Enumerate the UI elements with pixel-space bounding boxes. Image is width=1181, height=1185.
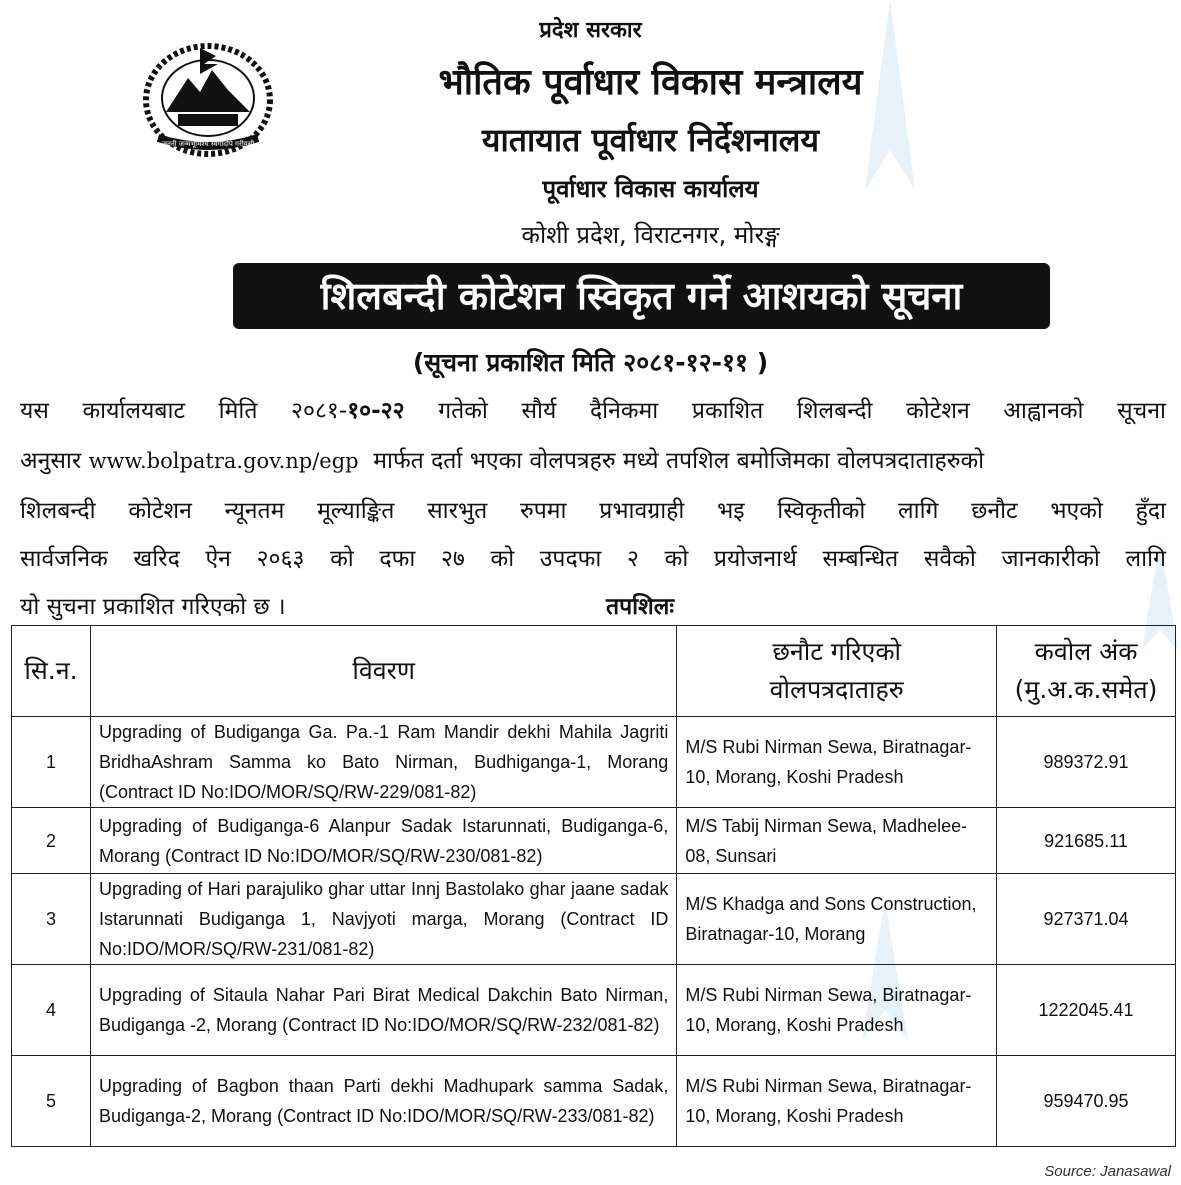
header-description: विवरण [90, 626, 676, 717]
cell-description: Upgrading of Budiganga-6 Alanpur Sadak Istarunnati, Budiganga-6, Morang (Contract ID No:IDO/MOR/SQ/RW-230/081-82) [90, 808, 676, 874]
notice-body-line-5: यो सुचना प्रकाशित गरिएको छ । तपशिलः [20, 589, 1166, 621]
notice-body-line-3: शिलबन्दी कोटेशन न्यूनतम मूल्याङ्कित सारभुत रुपमा प्रभावग्राही भइ स्विकृतीको लागि छनौट भएको हुँदा [20, 498, 1166, 524]
bolpatra-link[interactable]: www.bolpatra.gov.np/egp [88, 449, 359, 473]
cell-description: Upgrading of Bagbon thaan Parti dekhi Madhupark samma Sadak, Budiganga-2, Morang (Contract ID No:IDO/MOR/SQ/RW-233/081-82) [90, 1056, 676, 1147]
cell-amount: 989372.91 [997, 717, 1176, 808]
svg-text:जननी जन्मभूमिश्च स्वर्गादपि गर: जननी जन्मभूमिश्च स्वर्गादपि गरीयसी [161, 140, 255, 148]
cell-description: Upgrading of Sitaula Nahar Pari Birat Medical Dakchin Bato Nirman, Budiganga -2, Morang (Contract ID No:IDO/MOR/SQ/RW-232/081-82) [90, 965, 676, 1056]
table-row [12, 717, 1176, 808]
cell-description: Upgrading of Budiganga Ga. Pa.-1 Ram Mandir dekhi Mahila Jagriti BridhaAshram Samma ko Bato Nirman, Budhiganga-1, Morang (Contract ID No:IDO/MOR/SQ/RW-229/081-82) [90, 717, 676, 808]
cell-sn: 1 [12, 717, 91, 808]
cell-description: Upgrading of Hari parajuliko ghar uttar Innj Bastolako ghar jaane sadak Istarunnati Budiganga 1, Navjyoti marga, Morang (Contract ID No:IDO/MOR/SQ/RW-231/081-82) [90, 874, 676, 965]
table-header-row [12, 626, 1176, 717]
table-row [12, 1056, 1176, 1147]
notice-title: शिलबन्दी कोटेशन स्विकृत गर्ने आशयको सूचना [320, 274, 963, 318]
header-ministry: भौतिक पूर्वाधार विकास मन्त्रालय [438, 62, 863, 103]
cell-sn: 5 [12, 1056, 91, 1147]
cell-amount: 959470.95 [997, 1056, 1176, 1147]
notice-date-bold: १०-२२ [347, 398, 405, 424]
header-sn: सि.न. [12, 626, 91, 717]
header-bidder: छनौट गरिएको वोलपत्रदाताहरु [677, 626, 997, 717]
table-row [12, 965, 1176, 1056]
header-address: कोशी प्रदेश, विराटनगर, मोरङ्ग [521, 221, 780, 249]
cell-amount: 921685.11 [997, 808, 1176, 874]
cell-amount: 1222045.41 [997, 965, 1176, 1056]
cell-bidder: M/S Rubi Nirman Sewa, Biratnagar-10, Morang, Koshi Pradesh [677, 965, 997, 1056]
source-credit: Source: Janasawal [1044, 1163, 1171, 1180]
notice-body-line-4: सार्वजनिक खरिद ऐन २०६३ को दफा २७ को उपदफा २ को प्रयोजनार्थ सम्बन्धित सवैको जानकारीको लागि [20, 546, 1166, 572]
tapasil-label: तपशिलः [606, 594, 675, 620]
notice-body-line-2: अनुसार www.bolpatra.gov.np/egp मार्फत दर्ता भएका वोलपत्रहरु मध्ये तपशिल बमोजिमका वोलपत्रदाताहरुको [20, 448, 985, 474]
cell-bidder: M/S Tabij Nirman Sewa, Madhelee-08, Sunsari [677, 808, 997, 874]
cell-bidder: M/S Rubi Nirman Sewa, Biratnagar-10, Morang, Koshi Pradesh [677, 1056, 997, 1147]
published-date: (सूचना प्रकाशित मिति २०८१-१२-११ ) [412, 348, 769, 377]
cell-amount: 927371.04 [997, 874, 1176, 965]
notice-body-line-1: यस कार्यालयबाट मिति २०८१-१०-२२ गतेको सौर्य दैनिकमा प्रकाशित शिलबन्दी कोटेशन आह्वानको सूचना [20, 398, 1166, 424]
cell-sn: 4 [12, 965, 91, 1056]
cell-bidder: M/S Rubi Nirman Sewa, Biratnagar-10, Morang, Koshi Pradesh [677, 717, 997, 808]
bid-table [11, 625, 1176, 1147]
cell-bidder: M/S Khadga and Sons Construction, Biratnagar-10, Morang [677, 874, 997, 965]
cell-sn: 2 [12, 808, 91, 874]
header-government: प्रदेश सरकार [539, 18, 642, 43]
cell-sn: 3 [12, 874, 91, 965]
notice-title-banner [233, 263, 1050, 329]
table-row [12, 808, 1176, 874]
header-directorate: यातायात पूर्वाधार निर्देशनालय [481, 121, 820, 159]
header-office: पूर्वाधार विकास कार्यालय [542, 175, 759, 203]
header-amount: कवोल अंक (मु.अ.क.समेत) [997, 626, 1176, 717]
table-row [12, 874, 1176, 965]
